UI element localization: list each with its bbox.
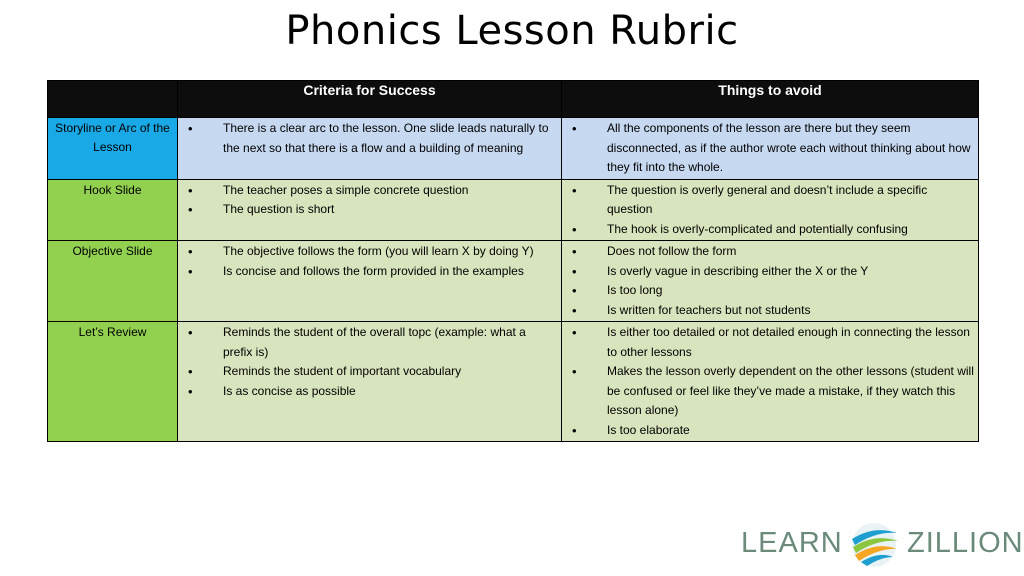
- avoid-list: [566, 181, 974, 240]
- list-item: • Is overly vague in describing either the X or the Y: [566, 262, 974, 282]
- row-label: Hook Slide: [48, 179, 178, 241]
- list-item: • There is a clear arc to the lesson. One slide leads naturally to the next so that there is a flow and a building of meaning: [182, 119, 557, 158]
- avoid-list: [566, 119, 974, 178]
- table-row: [48, 322, 979, 442]
- row-label: Objective Slide: [48, 241, 178, 322]
- list-item: • Reminds the student of the overall topc (example: what a prefix is): [182, 323, 557, 362]
- list-item: • The hook is overly-complicated and potentially confusing: [566, 220, 974, 240]
- list-item: • Is as concise as possible: [182, 382, 557, 402]
- table-header-row: [48, 81, 979, 118]
- page-title: Phonics Lesson Rubric: [285, 8, 739, 54]
- list-item: • Does not follow the form: [566, 242, 974, 262]
- criteria-cell: [178, 322, 562, 442]
- header-blank: [48, 81, 178, 118]
- logo-text-learn: LEARN: [741, 527, 843, 559]
- list-item: • The question is short: [182, 200, 557, 220]
- table-row: [48, 241, 979, 322]
- avoid-list: [566, 242, 974, 320]
- table-row: [48, 179, 979, 241]
- avoid-cell: [562, 179, 979, 241]
- row-label: Storyline or Arc of the Lesson: [48, 118, 178, 180]
- list-item: • Is too elaborate: [566, 421, 974, 441]
- list-item: • All the components of the lesson are there but they seem disconnected, as if the author wrote each without thinking about how they fit into the whole.: [566, 119, 974, 178]
- criteria-cell: [178, 241, 562, 322]
- list-item: • Is written for teachers but not students: [566, 301, 974, 321]
- header-avoid: Things to avoid: [562, 81, 979, 118]
- row-label: Let’s Review: [48, 322, 178, 442]
- criteria-list: [182, 242, 557, 281]
- header-criteria: Criteria for Success: [178, 81, 562, 118]
- criteria-cell: [178, 118, 562, 180]
- rubric-table: [47, 80, 979, 442]
- list-item: • Is too long: [566, 281, 974, 301]
- list-item: • Reminds the student of important vocabulary: [182, 362, 557, 382]
- table-row: [48, 118, 979, 180]
- learnzillion-logo: [741, 519, 1024, 569]
- avoid-cell: [562, 118, 979, 180]
- list-item: • The question is overly general and doesn’t include a specific question: [566, 181, 974, 220]
- list-item: • Is either too detailed or not detailed enough in connecting the lesson to other lessons: [566, 323, 974, 362]
- avoid-cell: [562, 241, 979, 322]
- avoid-cell: [562, 322, 979, 442]
- list-item: • The teacher poses a simple concrete question: [182, 181, 557, 201]
- avoid-list: [566, 323, 974, 440]
- criteria-list: [182, 323, 557, 401]
- criteria-list: [182, 119, 557, 158]
- logo-text-zillion: ZILLION: [907, 527, 1024, 559]
- list-item: • Is concise and follows the form provided in the examples: [182, 262, 557, 282]
- criteria-cell: [178, 179, 562, 241]
- list-item: • The objective follows the form (you will learn X by doing Y): [182, 242, 557, 262]
- criteria-list: [182, 181, 557, 220]
- list-item: • Makes the lesson overly dependent on the other lessons (student will be confused or feel like they’ve made a mistake, if they watch this lesson alone): [566, 362, 974, 421]
- logo-swoosh-icon: [847, 519, 905, 569]
